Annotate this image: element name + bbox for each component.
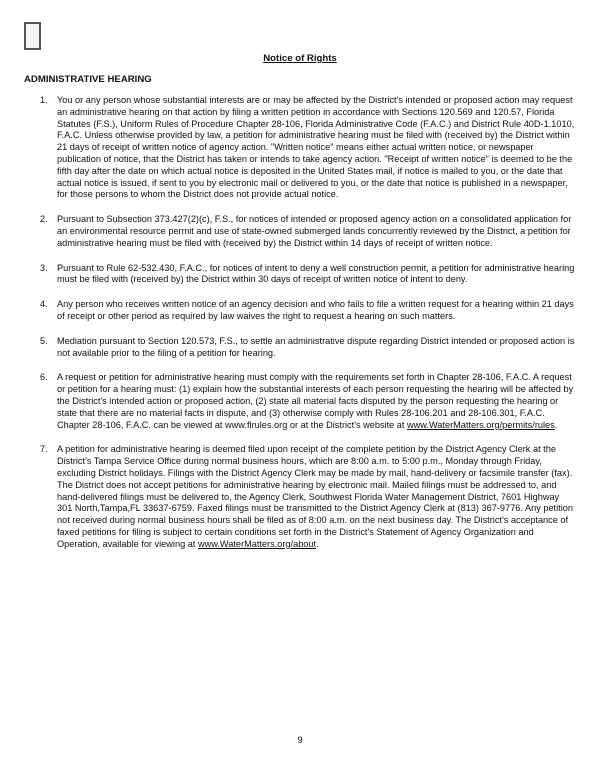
list-item	[0, 444, 600, 550]
page-number: 9	[297, 735, 303, 745]
section-heading: ADMINISTRATIVE HEARING	[24, 74, 152, 85]
item-text-tail: .	[554, 419, 558, 430]
item-text: You or any person whose substantial interests are or may be affected by the District's intended or proposed action may request an administrative hearing on that action by filing a written petition in accordance with Sections 120.569 and 120.57, Florida Statutes (F.S.), Uniform Rules of Procedure Chapter 28-106, Florida Administrative Code (F.A.C.) and District Rule 40D-1.1010, F.A.C. Unless otherwise provided by law, a petition for administrative hearing must be filed with (received by) the District within 21 days of receipt of written notice of agency action. "Written notice" means either actual written notice, or newspaper publication of notice, that the District has taken or intends to take agency action. "Receipt of written notice" is deemed to be the fifth day after the date on which actual notice is deposited in the United States mail, if notice is mailed to you, or the date that actual notice is issued, if sent to you by electronic mail or delivered to you, or the date that notice is published in a newspaper, for those persons to whom the District does not provide actual notice.	[57, 95, 575, 200]
list-item	[0, 372, 600, 431]
item-text-body: A petition for administrative hearing is deemed filed upon receipt of the complete petition by the District Agency Clerk at the District's Tampa Service Office during normal business hours, which are 8:00 a.m. to 5:00 p.m., Monday through Friday, excluding District holidays. Filings with the District Agency Clerk may be made by mail, hand-delivery or facsimile transfer (fax). The District does not accept petitions for administrative hearing by electronic mail. Mailed filings must be addressed to, and hand-delivered filings must be delivered to, the Agency Clerk, Southwest Florida Water Management District, 7601 Highway 301 North,Tampa,FL 33637-6759. Faxed filings must be transmitted to the District Agency Clerk at (813) 367-9776. Any petition not received during normal business hours shall be filed as of 8:00 a.m. on the next business day. The District's acceptance of faxed petitions for filing is subject to certain conditions set forth in the District's Statement of Agency Organization and Operation, available for viewing at	[57, 444, 573, 549]
list-item	[0, 336, 600, 360]
item-text-body: A request or petition for administrative hearing must comply with the requirements set forth in Chapter 28-106, F.A.C. A request or petition for a hearing must: (1) explain how the substantial interests of each person requesting the hearing will be affected by the District's intended action or proposed action, (2) state all material facts disputed by the person requesting the hearing or state that there are no material facts in dispute, and (3) otherwise comply with Rules 28-106.201 and 28-106.301, F.A.C. Chapter 28-106, F.A.C. can be viewed at www.flrules.org or at the District's website at	[57, 372, 574, 430]
item-text	[57, 444, 577, 550]
notice-list	[0, 95, 600, 564]
list-item	[0, 95, 600, 201]
item-number: 3.	[40, 262, 48, 273]
item-number: 2.	[40, 214, 48, 225]
item-number: 6.	[40, 372, 48, 383]
list-item	[0, 299, 600, 323]
checkbox[interactable]	[24, 22, 41, 50]
item-text: Pursuant to Subsection 373.427(2)(c), F.S., for notices of intended or proposed agency action on a consolidated application for an environmental resource permit and use of state-owned submerged lands concurrently reviewed by the District, a petition for administrative hearing must be filed with (received by) the District within 14 days of receipt of written notice.	[57, 214, 572, 248]
item-number: 5.	[40, 335, 48, 346]
page-title: Notice of Rights	[263, 53, 337, 64]
item-text: Pursuant to Rule 62-532.430, F.A.C., for notices of intent to deny a well construction permit, a petition for administrative hearing must be filed with (received by) the District within 30 days of receipt of written notice of intent to deny.	[57, 262, 575, 285]
rules-link[interactable]: www.WaterMatters.org/permits/rules	[407, 419, 555, 430]
item-text-tail: .	[316, 538, 319, 549]
list-item	[0, 214, 600, 249]
item-text: Any person who receives written notice of an agency decision and who fails to file a written request for a hearing within 21 days of receipt or other period as required by law waives the right to request a hearing on such matters.	[57, 299, 574, 321]
about-link[interactable]: www.WaterMatters.org/about	[197, 538, 317, 549]
item-number: 1.	[40, 95, 48, 105]
list-item	[0, 263, 600, 287]
item-number: 7.	[40, 444, 48, 455]
item-text: Mediation pursuant to Section 120.573, F.S., to settle an administrative dispute regarding District intended or proposed action is not available prior to the filing of a petition for hearing.	[57, 335, 575, 358]
item-text	[57, 372, 577, 431]
item-number: 4.	[40, 299, 48, 310]
